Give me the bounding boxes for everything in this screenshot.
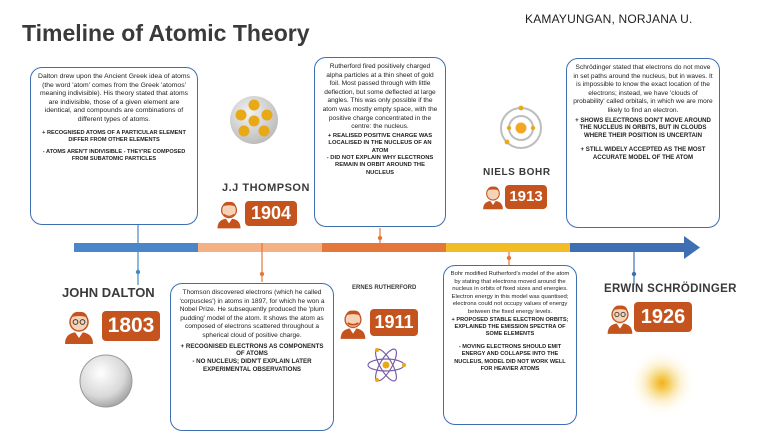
timeline-segment-orange: [322, 243, 446, 252]
rutherford-point-negative: - DID NOT EXPLAIN WHY ELECTRONS REMAIN IN ORBIT AROUND THE NUCLEUS: [326, 154, 434, 176]
schrodinger-electron-cloud-model: [627, 348, 697, 418]
schrodinger-name: ERWIN SCHRÖDINGER: [604, 283, 737, 295]
timeline-arrowhead: [684, 236, 700, 259]
dalton-description-box: [30, 67, 198, 225]
rutherford-year-badge: 1911: [370, 309, 418, 336]
bohr-point-negative: - MOVING ELECTRONS SHOULD EMIT ENERGY AND COLLAPSE INTO THE NUCLEUS, MODEL DID NOT WORK WELL FOR HEAVIER ATOMS: [454, 344, 566, 372]
rutherford-description: Rutherford fired positively charged alpha particles at a thin sheet of gold foil. Most passed through with little deflection, but some deflected at large angles. This was only possible if the atom was mostly empty space, with the positive charge concentrated in the centre: the nucleus.: [322, 63, 438, 131]
bohr-description: Bohr modified Rutherford's model of the atom by stating that electrons moved around the nucleus in orbits of fixed sizes and energies. Electron energy in this model was quantised; electrons could not occupy values of energy between the fixed energy levels.: [450, 271, 570, 315]
schrodinger-scientist-icon: [605, 302, 635, 334]
bohr-year-badge: 1913: [505, 185, 547, 209]
thompson-name: J.J THOMPSON: [222, 182, 310, 194]
rutherford-point-positive: + REALISED POSITIVE CHARGE WAS LOCALISED IN THE NUCLEUS OF AN ATOM: [327, 132, 433, 154]
page-title: Timeline of Atomic Theory: [22, 20, 310, 46]
rutherford-description-box: [314, 57, 446, 227]
bohr-orbit-model: [497, 104, 545, 152]
rutherford-scientist-icon: [338, 307, 368, 339]
timeline-segment-peach: [198, 243, 322, 252]
bohr-name: NIELS BOHR: [483, 167, 551, 178]
thompson-scientist-icon: [215, 198, 243, 229]
author-name: KAMAYUNGAN, NORJANA U.: [525, 12, 693, 26]
dalton-year-badge: 1803: [102, 311, 160, 341]
thompson-description-box: [170, 283, 334, 431]
thompson-description: Thomson discovered electrons (which he called 'corpuscles') in atoms in 1897, for which he won a Nobel Prize. He subsequently produced the 'plum pudding' model of the atom. It shows the atom as composed of electrons scattered throughout a spherical cloud of positive charge.: [179, 289, 325, 339]
timeline-segment-yellow: [446, 243, 570, 252]
thompson-point-positive: + RECOGNISED ELECTRONS AS COMPONENTS OF ATOMS: [180, 342, 324, 358]
schrodinger-description-box: [566, 58, 720, 228]
schrodinger-description: Schrödinger stated that electrons do not move in set paths around the nucleus, but in waves. It is impossible to know the exact location of the electrons; instead, we have 'clouds of probability' called orbitals, in which we are more likely to find an electron.: [573, 64, 713, 114]
timeline-segment-darkblue: [570, 243, 685, 252]
schrodinger-point-positive: + SHOWS ELECTRONS DON'T MOVE AROUND THE NUCLEUS IN ORBITS, BUT IN CLOUDS WHERE THEIR POSITION IS UNCERTAIN: [575, 116, 711, 140]
bohr-description-box: [443, 265, 577, 425]
thompson-point-negative: - NO NUCLEUS; DIDN'T EXPLAIN LATER EXPERIMENTAL OBSERVATIONS: [192, 358, 312, 373]
schrodinger-point-negative: + STILL WIDELY ACCEPTED AS THE MOST ACCURATE MODEL OF THE ATOM: [580, 145, 706, 161]
rutherford-nuclear-model: [365, 345, 407, 385]
dalton-point-negative: - ATOMS AREN'T INDIVISIBLE - THEY'RE COMPOSED FROM SUBATOMIC PARTICLES: [42, 148, 186, 163]
timeline-segment-blue: [74, 243, 198, 252]
schrodinger-year-badge: 1926: [634, 302, 692, 332]
rutherford-name: ERNES RUTHERFORD: [352, 285, 417, 291]
dalton-name: JOHN DALTON: [62, 285, 155, 300]
dalton-scientist-icon: [62, 308, 96, 344]
dalton-point-positive: + RECOGNISED ATOMS OF A PARTICULAR ELEMENT DIFFER FROM OTHER ELEMENTS: [42, 129, 186, 143]
dalton-solid-sphere-model: [77, 352, 135, 410]
thompson-year-badge: 1904: [245, 201, 297, 226]
bohr-scientist-icon: [481, 183, 505, 210]
bohr-point-positive: + PROPOSED STABLE ELECTRON ORBITS; EXPLAINED THE EMISSION SPECTRA OF SOME ELEMENTS: [451, 316, 569, 337]
dalton-description: Dalton drew upon the Ancient Greek idea of atoms (the word 'atom' comes from the Greek 'atomos' meaning indivisible). His theory stated that atoms are indivisible, those of a given element are identical, and compounds are combinations of different types of atoms.: [38, 73, 190, 123]
thompson-plum-pudding-model: [228, 94, 280, 146]
